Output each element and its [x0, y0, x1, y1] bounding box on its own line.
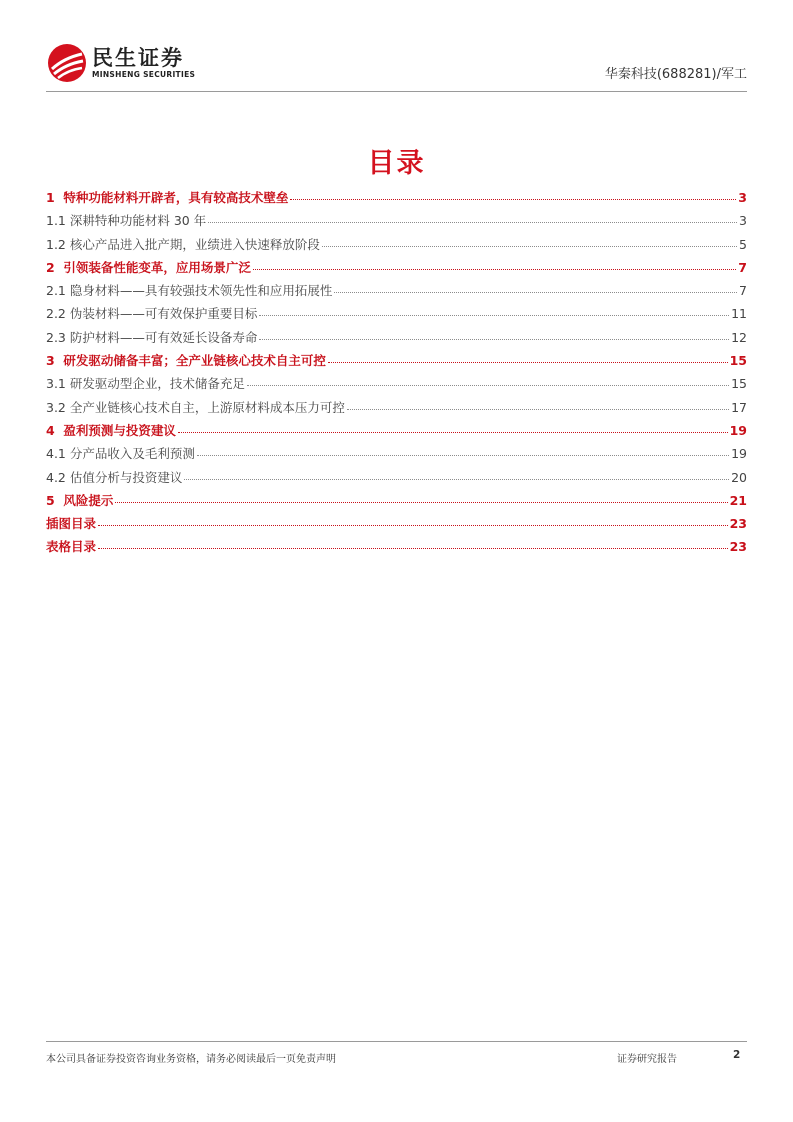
toc-entry[interactable] [46, 444, 747, 467]
toc-entry[interactable] [46, 281, 747, 304]
toc-leader-dots [290, 198, 736, 200]
toc-entry-number: 2.1 [46, 283, 70, 299]
toc-entry-page: 23 [729, 539, 747, 555]
page-header [46, 40, 747, 92]
toc-leader-dots [98, 524, 728, 526]
toc-entry-title: 深耕特种功能材料 30 年 [69, 213, 207, 229]
toc-entry-page: 20 [731, 469, 747, 485]
toc-entry-title: 估值分析与投资建议 [69, 469, 183, 485]
toc-entry-page: 3 [739, 213, 747, 229]
toc-leader-dots [247, 384, 729, 386]
footer-doc-type: 证券研究报告 [617, 1054, 677, 1065]
toc-leader-dots [322, 245, 737, 247]
toc-entry-title: 盈利预测与投资建议 [63, 422, 176, 438]
toc-entry-number: 5 [46, 492, 64, 508]
logo-emblem-icon [46, 42, 88, 84]
footer-disclaimer: 本公司具备证券投资咨询业务资格，请务必阅读最后一页免责声明 [46, 1054, 336, 1065]
toc-entry[interactable] [46, 537, 747, 560]
toc-leader-dots [208, 221, 737, 223]
toc-leader-dots [115, 501, 727, 503]
toc-entry[interactable] [46, 328, 747, 351]
toc-entry-page: 5 [739, 236, 747, 252]
toc-entry[interactable] [46, 304, 747, 327]
toc-leader-dots [259, 314, 729, 316]
toc-leader-dots [259, 338, 729, 340]
toc-entry[interactable] [46, 374, 747, 397]
toc-leader-dots [184, 478, 729, 480]
toc-leader-dots [178, 431, 728, 433]
toc-entry-title: 防护材料——可有效延长设备寿命 [69, 329, 258, 345]
toc-entry-title: 表格目录 [46, 539, 97, 555]
toc-entry-page: 19 [731, 446, 747, 462]
toc-entry-page: 7 [739, 283, 747, 299]
toc-title: 目录 [367, 148, 426, 179]
toc-entry-page: 21 [729, 492, 747, 508]
logo-english-name: MINSHENG SECURITIES [92, 70, 196, 79]
toc-entry-page: 12 [731, 329, 747, 345]
toc-entry[interactable] [46, 421, 747, 444]
toc-entry[interactable] [46, 258, 747, 281]
toc-entry-page: 15 [731, 376, 747, 392]
toc-entry[interactable] [46, 398, 747, 421]
toc-entry[interactable] [46, 514, 747, 537]
toc-entry[interactable] [46, 491, 747, 514]
toc-entry-number: 2.2 [46, 306, 70, 322]
toc-entry[interactable] [46, 211, 747, 234]
toc-entry-title: 插图目录 [46, 516, 97, 532]
toc-entry-title: 分产品收入及毛利预测 [69, 446, 195, 462]
toc-entry-title: 研发驱动储备丰富；全产业链核心技术自主可控 [63, 353, 326, 369]
toc-entry[interactable] [46, 351, 747, 374]
toc-entry-title: 核心产品进入批产期，业绩进入快速释放阶段 [69, 236, 320, 252]
toc-entry-number: 3.2 [46, 399, 70, 415]
toc-entry-number: 4.2 [46, 469, 70, 485]
toc-entry[interactable] [46, 235, 747, 258]
toc-entry-title: 研发驱动型企业，技术储备充足 [69, 376, 245, 392]
toc-leader-dots [253, 268, 736, 270]
toc-leader-dots [334, 291, 737, 293]
toc-entry-number: 3.1 [46, 376, 70, 392]
toc-entry-number: 3 [46, 353, 64, 369]
report-tag: 华秦科技(688281)/军工 [604, 67, 747, 82]
footer-divider [46, 1041, 747, 1042]
toc-entry-page: 11 [731, 306, 747, 322]
toc-entry-number: 1 [46, 190, 64, 205]
toc-entry-number: 1.1 [46, 213, 70, 229]
toc-entry-page: 19 [729, 422, 747, 438]
toc-entry-page: 17 [731, 399, 747, 415]
toc-entry-title: 隐身材料——具有较强技术领先性和应用拓展性 [69, 283, 333, 299]
toc-entry-number: 2.3 [46, 329, 70, 345]
toc-leader-dots [347, 408, 729, 410]
toc-entry[interactable] [46, 188, 747, 211]
toc-entry-title: 特种功能材料开辟者，具有较高技术壁垒 [63, 190, 289, 205]
toc-entry-number: 1.2 [46, 236, 70, 252]
toc-entry-page: 15 [729, 353, 747, 369]
page-number: 2 [733, 1049, 741, 1061]
toc-entry-number: 4.1 [46, 446, 70, 462]
toc-entry-title: 引领装备性能变革，应用场景广泛 [63, 259, 251, 275]
toc-entry-page: 7 [738, 259, 747, 275]
toc-entry-number: 2 [46, 259, 64, 275]
company-logo [46, 42, 195, 84]
toc-entry-number: 4 [46, 422, 64, 438]
toc-leader-dots [197, 454, 729, 456]
toc-entry-page: 23 [729, 516, 747, 532]
toc-entry-title: 风险提示 [63, 492, 114, 508]
toc-entry-title: 伪装材料——可有效保护重要目标 [69, 306, 258, 322]
toc-leader-dots [328, 361, 728, 363]
toc-entry-page: 3 [738, 190, 747, 205]
header-divider [46, 91, 747, 92]
toc-entry[interactable] [46, 468, 747, 491]
logo-chinese-name: 民生证券 [92, 46, 184, 70]
toc-leader-dots [98, 547, 728, 549]
toc-entry-title: 全产业链核心技术自主，上游原材料成本压力可控 [69, 399, 345, 415]
table-of-contents [46, 188, 747, 561]
